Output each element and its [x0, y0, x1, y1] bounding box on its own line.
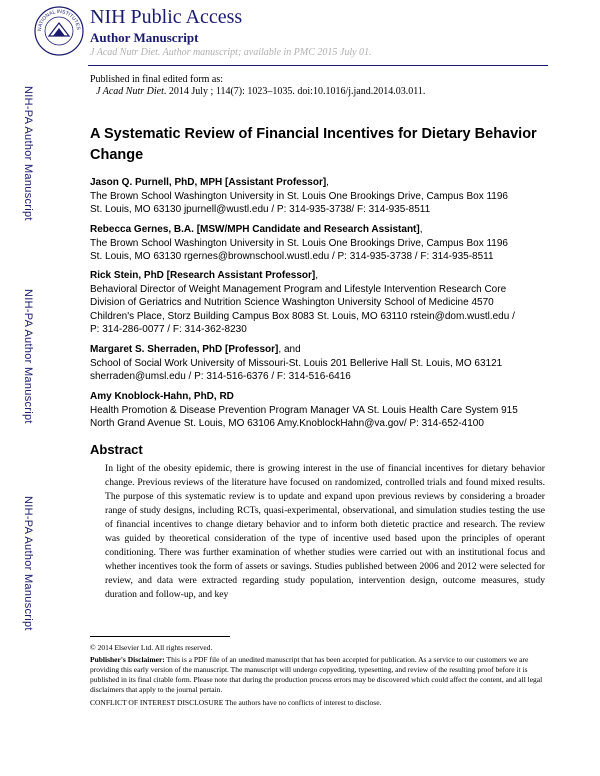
- author-block: [90, 176, 570, 217]
- citation: [96, 86, 425, 97]
- author-separator: ,: [419, 224, 423, 235]
- author-block: [90, 343, 570, 384]
- disclaimer-label: Publisher's Disclaimer:: [90, 655, 165, 664]
- author-affiliation-line: Health Promotion & Disease Prevention Program Manager VA St. Louis Health Care System 915: [90, 404, 518, 416]
- author-affiliation-line: Division of Geriatrics and Nutrition Science Washington University School of Medicine 4570: [90, 297, 494, 308]
- author-name: Rebecca Gernes, B.A. [MSW/MPH Candidate and Research Assistant]: [90, 224, 420, 235]
- nih-public-access-title: NIH Public Access: [90, 6, 243, 28]
- author-manuscript-label: Author Manuscript: [90, 30, 199, 45]
- disclaimer-text: This is a PDF file of an unedited manuscript that has been accepted for publication. As a service to our customers we are providing this early version of the manuscript. The manuscript will undergo copyediting, typesetting, and review of the resulting proof before it is published in its final citable form. Please note that during the production process errors may be discovered which could affect the content, and all legal disclaimers that apply to the journal pertain.: [90, 655, 543, 694]
- author-affiliation-line: Behavioral Director of Weight Management Program and Lifestyle Intervention Research Core: [90, 283, 507, 295]
- author-separator: ,: [315, 270, 319, 281]
- author-affiliation-line: St. Louis, MO 63130 jpurnell@wustl.edu / P: 314-935-3738/ F: 314-935-8511: [90, 204, 431, 215]
- author-separator: , and: [278, 344, 301, 355]
- side-banner: NIH-PA Author Manuscript: [22, 289, 34, 424]
- author-affiliation-line: P: 314-286-0077 / F: 314-362-8230: [90, 324, 247, 335]
- author-block: [90, 223, 570, 264]
- author-affiliation-line: sherraden@umsl.edu / P: 314-516-6376 / F: 314-516-6416: [90, 371, 351, 382]
- availability-note: J Acad Nutr Diet. Author manuscript; available in PMC 2015 July 01.: [90, 47, 372, 58]
- author-affiliation-line: North Grand Avenue St. Louis, MO 63106 Amy.KnoblockHahn@va.gov/ P: 314-652-4100: [90, 418, 484, 429]
- author-name: Amy Knoblock-Hahn, PhD, RD: [90, 391, 234, 402]
- author-affiliation-line: The Brown School Washington University in St. Louis One Brookings Drive, Campus Box 1196: [90, 237, 508, 249]
- conflict-of-interest: CONFLICT OF INTEREST DISCLOSURE The authors have no conflicts of interest to disclose.: [90, 698, 382, 707]
- footnote-divider: [90, 636, 230, 637]
- author-affiliation-line: Children's Place, Storz Building Campus Box 8083 St. Louis, MO 63110 rstein@dom.wustl.edu /: [90, 310, 515, 322]
- svg-text:NATIONAL INSTITUTES OF HEALTH: [34, 6, 81, 31]
- author-affiliation-line: School of Social Work University of Missouri-St. Louis 201 Bellerive Hall St. Louis, MO 63121: [90, 357, 503, 369]
- copyright-notice: © 2014 Elsevier Ltd. All rights reserved.: [90, 643, 213, 652]
- author-name: Jason Q. Purnell, PhD, MPH [Assistant Professor]: [90, 177, 327, 188]
- publisher-disclaimer: [90, 655, 550, 695]
- author-block: [90, 390, 570, 431]
- author-block: [90, 269, 570, 337]
- article-title: A Systematic Review of Financial Incentives for Dietary Behavior Change: [90, 126, 537, 163]
- author-separator: ,: [326, 177, 329, 188]
- header-divider: [88, 65, 548, 66]
- abstract-text: In light of the obesity epidemic, there is growing interest in the use of financial incentives for dietary behavior change. Previous reviews of the literature have focused on randomized, controlled trials and found mixed results. The purpose of this systematic review is to update and expand upon previous reviews by considering a broader range of study designs, including RCTs, quasi-experimental, observational, and simulation studies testing the use of financial incentives to change dietary behavior and to inform both dietetic practice and research. The review was guided by theoretical consideration of the type of incentive used based upon the principles of operant conditioning. There was further examination of whether studies were carried out with an institutional focus and whether incentives took the form of assets or savings. Studies published between 2006 and 2012 were selected for review, and data were extracted regarding study population, intervention design, outcome measures, study duration and follow-up, and key: [105, 463, 545, 600]
- citation-details: . 2014 July ; 114(7): 1023–1035. doi:10.1016/j.jand.2014.03.011.: [163, 86, 426, 97]
- author-affiliation-line: The Brown School Washington University in St. Louis One Brookings Drive, Campus Box 1196: [90, 190, 508, 202]
- nih-logo: [34, 6, 84, 56]
- side-banner: NIH-PA Author Manuscript: [22, 86, 34, 221]
- author-name: Margaret S. Sherraden, PhD [Professor]: [90, 344, 279, 355]
- author-affiliation-line: St. Louis, MO 63130 rgernes@brownschool.wustl.edu / P: 314-935-3738 / F: 314-935-8511: [90, 251, 494, 262]
- logo-text: NATIONAL INSTITUTES: [36, 8, 82, 32]
- abstract-heading: Abstract: [90, 442, 143, 457]
- journal-name: J Acad Nutr Diet: [96, 86, 164, 97]
- published-label: Published in final edited form as:: [90, 74, 224, 85]
- author-name: Rick Stein, PhD [Research Assistant Professor]: [90, 270, 316, 281]
- side-banner: NIH-PA Author Manuscript: [22, 496, 34, 631]
